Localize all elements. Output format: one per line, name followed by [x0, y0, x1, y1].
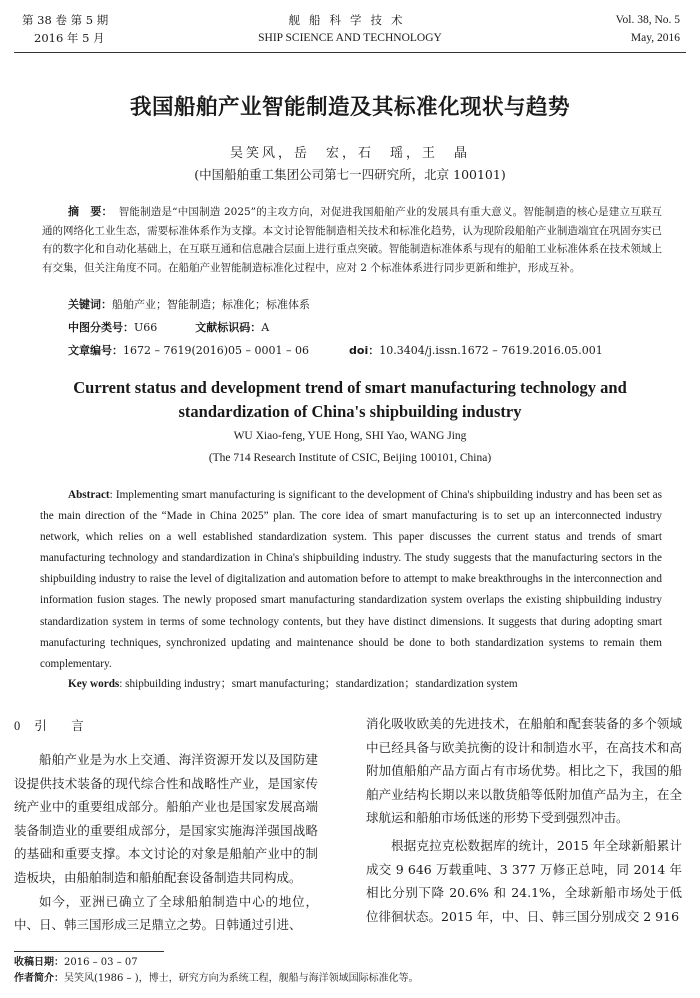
body-paragraph-continued: 消化吸收欧美的先进技术，在船舶和配套装备的多个领域中已经具备与欧美抗衡的设计和制造水平，在高技术和高附加值船舶产品方面占有市场优势。相比之下，我国的船舶产业结构长期以来以散货船等低附加值产品为主，在全球航运和船舶市场低迷的形势下受到强烈冲击。 [366, 716, 682, 826]
english-keywords [68, 675, 518, 691]
doc-code-label: 文献标识码： [195, 321, 262, 334]
body-column-right [366, 712, 682, 928]
english-affiliation: (The 714 Research Institute of CSIC, Beijing 100101, China) [208, 452, 492, 464]
chinese-keywords-text: 船舶产业；智能制造；标准化；标准体系 [112, 298, 310, 311]
bio-value: 吴笑风(1986 – )，博士，研究方向为系统工程，舰船与海洋领域国际标准化等。 [64, 973, 419, 984]
chinese-abstract-label: 摘 要： [68, 205, 113, 218]
header-journal-cn: 舰船科学技术 [288, 13, 412, 27]
section-heading [14, 716, 318, 736]
classification-line [68, 320, 269, 336]
running-header-center [0, 12, 700, 46]
chinese-keywords-label: 关键词： [68, 298, 112, 311]
english-abstract-label: Abstract [68, 489, 110, 501]
header-volume-cn: 第 38 卷 第 5 期 [22, 13, 109, 27]
footnote-author-bio [14, 972, 419, 986]
body-column-left [14, 716, 318, 937]
english-abstract [40, 485, 662, 675]
doc-code-value: A [261, 321, 270, 334]
body-paragraph: 根据克拉克松数据库的统计，2015 年全球新船累计成交 9 646 万载重吨、3 377 万修正总吨，同 2014 年相比分别下降 20.6% 和 24.1%，全球新船市场处于低位徘徊状态。2015 年，中、日、韩三国分别成交 2 916 [366, 837, 682, 924]
body-paragraph: 如今，亚洲已确立了全球船舶制造中心的地位，中、日、韩三国形成三足鼎立之势。日韩通过引进、 [14, 893, 318, 933]
chinese-title: 我国船舶产业智能制造及其标准化现状与趋势 [129, 95, 570, 120]
running-header-right [616, 12, 680, 46]
clc-value: U66 [134, 321, 158, 334]
header-journal-en: SHIP SCIENCE AND TECHNOLOGY [258, 32, 442, 44]
english-keywords-label: Key words [68, 678, 120, 690]
body-paragraph: 船舶产业是为水上交通、海洋资源开发以及国防建设提供技术装备的现代综合性和战略性产业，是国家传统产业中的重要组成部分。船舶产业也是国家发展高端装备制造业的重要组成部分，是国家实施海洋强国战略的基础和重要支撑。本文讨论的对象是船舶产业中的制造板块，由船舶制造和船舶配套设备制造共同构成。 [14, 752, 318, 885]
chinese-keywords [68, 297, 310, 313]
footnote-divider [14, 951, 164, 952]
header-date-cn: 2016 年 5 月 [34, 31, 105, 45]
header-date-en: May, 2016 [630, 32, 680, 44]
chinese-affiliation: (中国船舶重工集团公司第七一四研究所，北京 100101) [194, 167, 506, 182]
bio-label: 作者简介： [14, 973, 64, 984]
chinese-authors: 吴笑风，岳 宏，石 瑶，王 晶 [229, 146, 470, 161]
header-divider [14, 52, 686, 53]
section-number: 0 [14, 719, 21, 733]
header-volume-en: Vol. 38, No. 5 [615, 14, 680, 26]
chinese-abstract [42, 203, 662, 277]
clc-label: 中图分类号： [68, 321, 134, 334]
article-number-value: 1672 – 7619(2016)05 – 0001 – 06 [123, 344, 310, 357]
received-value: 2016 – 03 – 07 [64, 957, 138, 968]
article-number-line [68, 343, 603, 359]
received-label: 收稿日期： [14, 957, 64, 968]
chinese-abstract-text: 智能制造是“中国制造 2025”的主攻方向，对促进我国船舶产业的发展具有重大意义。智能制造的核心是建立互联互通的网络化工业生态，需要标准体系作为支撑。本文讨论智能制造相关技术和标准化趋势，认为现阶段船舶产业制造端宜在巩固夯实已有的数字化和自动化基础上，在互联互通和信息融合层面上进行重点突破。智能制造标准体系与现有的船舶工业标准体系在技术领域上有交集，但关注角度不同。在船舶产业智能制造标准化过程中，应对 2 个标准体系进行同步更新和维护，形成互补。 [42, 206, 662, 274]
doi-label: doi： [349, 344, 380, 357]
english-keywords-text: : shipbuilding industry；smart manufacturing；standardization；standardization system [119, 678, 518, 690]
english-abstract-text: : Implementing smart manufacturing is significant to the development of China's shipbuilding industry and has been set as the main direction of the “Made in China 2025” plan. The core idea of smart manufacturing is to set up an interconnected industry network, which relies on a well established standardization system. This paper discusses the current status and trends of smart manufacturing technology and standardization in China's shipbuilding industry. The study suggests that the manufacturing sectors in the shipbuilding industry to raise the level of digitalization and automation before to attempt to make breakthroughs in the interconnection and information fusion stages. The newly proposed smart manufacturing standardization system overlaps the existing shipbuilding industry standardization system in terms of some technology contents, but they have distinct dimensions. It suggests that during adopting smart manufacturing techniques, synchronized updating and maintenance should be done to both standardization systems to remain them complementary. [40, 489, 662, 670]
section-title: 引 言 [34, 718, 90, 733]
article-number-label: 文章编号： [68, 344, 123, 357]
footnote-received [14, 956, 138, 970]
doi-value[interactable]: 10.3404/j.issn.1672 – 7619.2016.05.001 [379, 344, 603, 357]
english-title: Current status and development trend of smart manufacturing technology and standardization of China's shipbuilding industry [73, 378, 627, 421]
english-authors: WU Xiao-feng, YUE Hong, SHI Yao, WANG Jing [233, 430, 467, 442]
